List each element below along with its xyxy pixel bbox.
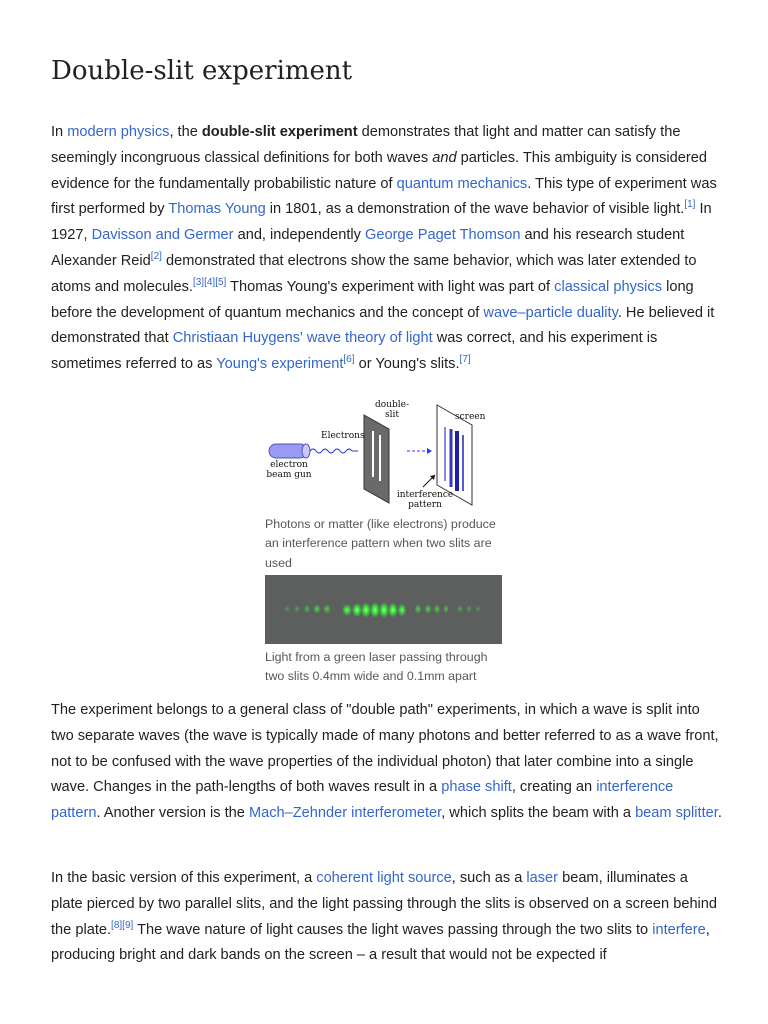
text: In	[51, 124, 68, 140]
italic-term: and	[432, 149, 457, 166]
reference-4[interactable]: [4]	[204, 276, 216, 288]
reference-6[interactable]: [6]	[343, 354, 355, 366]
text: , creating an	[511, 779, 597, 796]
figure-caption-laser: Light from a green laser passing through two slits 0.4mm wide and 0.1mm apart	[265, 650, 488, 684]
link-interference-pattern[interactable]: interference pattern	[51, 779, 674, 822]
reference-3[interactable]: [3]	[192, 276, 205, 288]
text: in 1801, as a demonstration of the wave behavior of visible light.	[265, 201, 685, 218]
text: . Another version is the	[96, 805, 249, 822]
link-huygens-wave-theory[interactable]: Christiaan Huygens' wave theory of light	[172, 330, 433, 347]
figure-caption-diagram: Photons or matter (like electrons) produce an interference pattern when two slits are used	[265, 517, 496, 570]
text: was correct, and his experiment is sometimes referred to as	[51, 330, 658, 373]
link-phase-shift[interactable]: phase shift	[441, 779, 512, 796]
double-slit-diagram-svg	[265, 395, 505, 513]
link-mach-zehnder[interactable]: Mach–Zehnder interferometer	[248, 805, 442, 822]
label-screen: screen	[455, 412, 486, 422]
label-electrons: Electrons	[321, 431, 365, 441]
text: , the	[169, 124, 202, 140]
link-beam-splitter[interactable]: beam splitter	[635, 805, 718, 822]
text: .	[717, 805, 722, 822]
paragraph-double-path	[51, 698, 723, 827]
text: long before the development of quantum mechanics and the concept of	[51, 278, 694, 321]
text: , such as a	[451, 870, 527, 886]
reference-9[interactable]: [9]	[122, 919, 134, 931]
label-gun-2: beam gun	[266, 470, 312, 480]
reference-1[interactable]: [1]	[684, 199, 696, 211]
text: , which splits the beam with a	[441, 805, 636, 822]
reference-5[interactable]: [5]	[215, 276, 227, 288]
label-pattern-2: pattern	[408, 500, 442, 510]
link-youngs-experiment[interactable]: Young's experiment	[216, 356, 344, 373]
page-title: Double-slit experiment	[51, 56, 353, 86]
paragraph-basic-version	[51, 866, 723, 969]
electron-gun-icon	[269, 444, 310, 458]
double-slit-barrier-icon	[364, 415, 389, 503]
text: In 1927,	[51, 201, 712, 244]
label-pattern-1: interference	[396, 490, 454, 500]
intro-paragraph	[51, 120, 723, 378]
text: or Young's slits.	[354, 356, 460, 373]
reference-2[interactable]: [2]	[150, 251, 162, 263]
link-davisson-germer[interactable]: Davisson and Germer	[91, 227, 234, 244]
text: and his research student Alexander Reid	[51, 227, 685, 269]
text: and, independently	[233, 227, 365, 244]
laser-interference-image	[265, 575, 502, 644]
text: Thomas Young's experiment with light was part of	[226, 278, 555, 295]
label-double-slit-1: double-	[375, 400, 409, 410]
link-coherent-light-source[interactable]: coherent light source	[316, 870, 452, 886]
link-classical-physics[interactable]: classical physics	[554, 278, 663, 295]
text: The experiment belongs to a general class of "double path" experiments, in which a wave is split into two separate waves (the wave is typically made of many photons and better referred to as a wave front, not to be confused with the wave properties of the individual photon) that later combine into a single wave. Changes in the path-lengths of both waves result in a	[51, 702, 719, 796]
link-wave-particle-duality[interactable]: wave–particle duality	[483, 304, 618, 321]
text: . This type of experiment was first performed by	[51, 175, 717, 218]
link-laser[interactable]: laser	[526, 870, 559, 886]
text: beam, illuminates a plate pierced by two parallel slits, and the light passing through the slits is observed on a screen behind the plate.	[51, 870, 718, 938]
label-double-slit-2: slit	[385, 410, 399, 420]
text: . He believed it demonstrated that	[51, 304, 715, 347]
reference-8[interactable]: [8]	[111, 919, 123, 931]
label-gun-1: electron	[270, 460, 308, 470]
text: demonstrates that light and matter can satisfy the seemingly incongruous classical definitions for both waves	[51, 124, 681, 166]
arrowhead-icon	[427, 448, 432, 454]
reference-7[interactable]: [7]	[459, 354, 471, 366]
text: demonstrated that electrons show the same behavior, which was later extended to atoms and molecules.	[51, 252, 697, 295]
text: In the basic version of this experiment, a	[51, 870, 317, 886]
link-modern-physics[interactable]: modern physics	[67, 124, 170, 140]
text: , producing bright and dark bands on the screen – a result that would not be expected if	[51, 921, 710, 964]
link-interfere[interactable]: interfere	[652, 921, 706, 938]
link-quantum-mechanics[interactable]: quantum mechanics	[396, 175, 528, 192]
electron-wave-icon	[310, 449, 352, 453]
laser-interference-photo[interactable]	[265, 575, 502, 644]
text: The wave nature of light causes the light waves passing through the two slits to	[133, 921, 653, 938]
bold-term: double-slit experiment	[201, 124, 358, 140]
link-george-paget-thomson[interactable]: George Paget Thomson	[364, 227, 521, 244]
link-thomas-young[interactable]: Thomas Young	[168, 201, 266, 218]
text: particles. This ambiguity is considered evidence for the fundamentally probabilistic nature of	[51, 149, 707, 192]
double-slit-diagram[interactable]	[265, 395, 505, 513]
